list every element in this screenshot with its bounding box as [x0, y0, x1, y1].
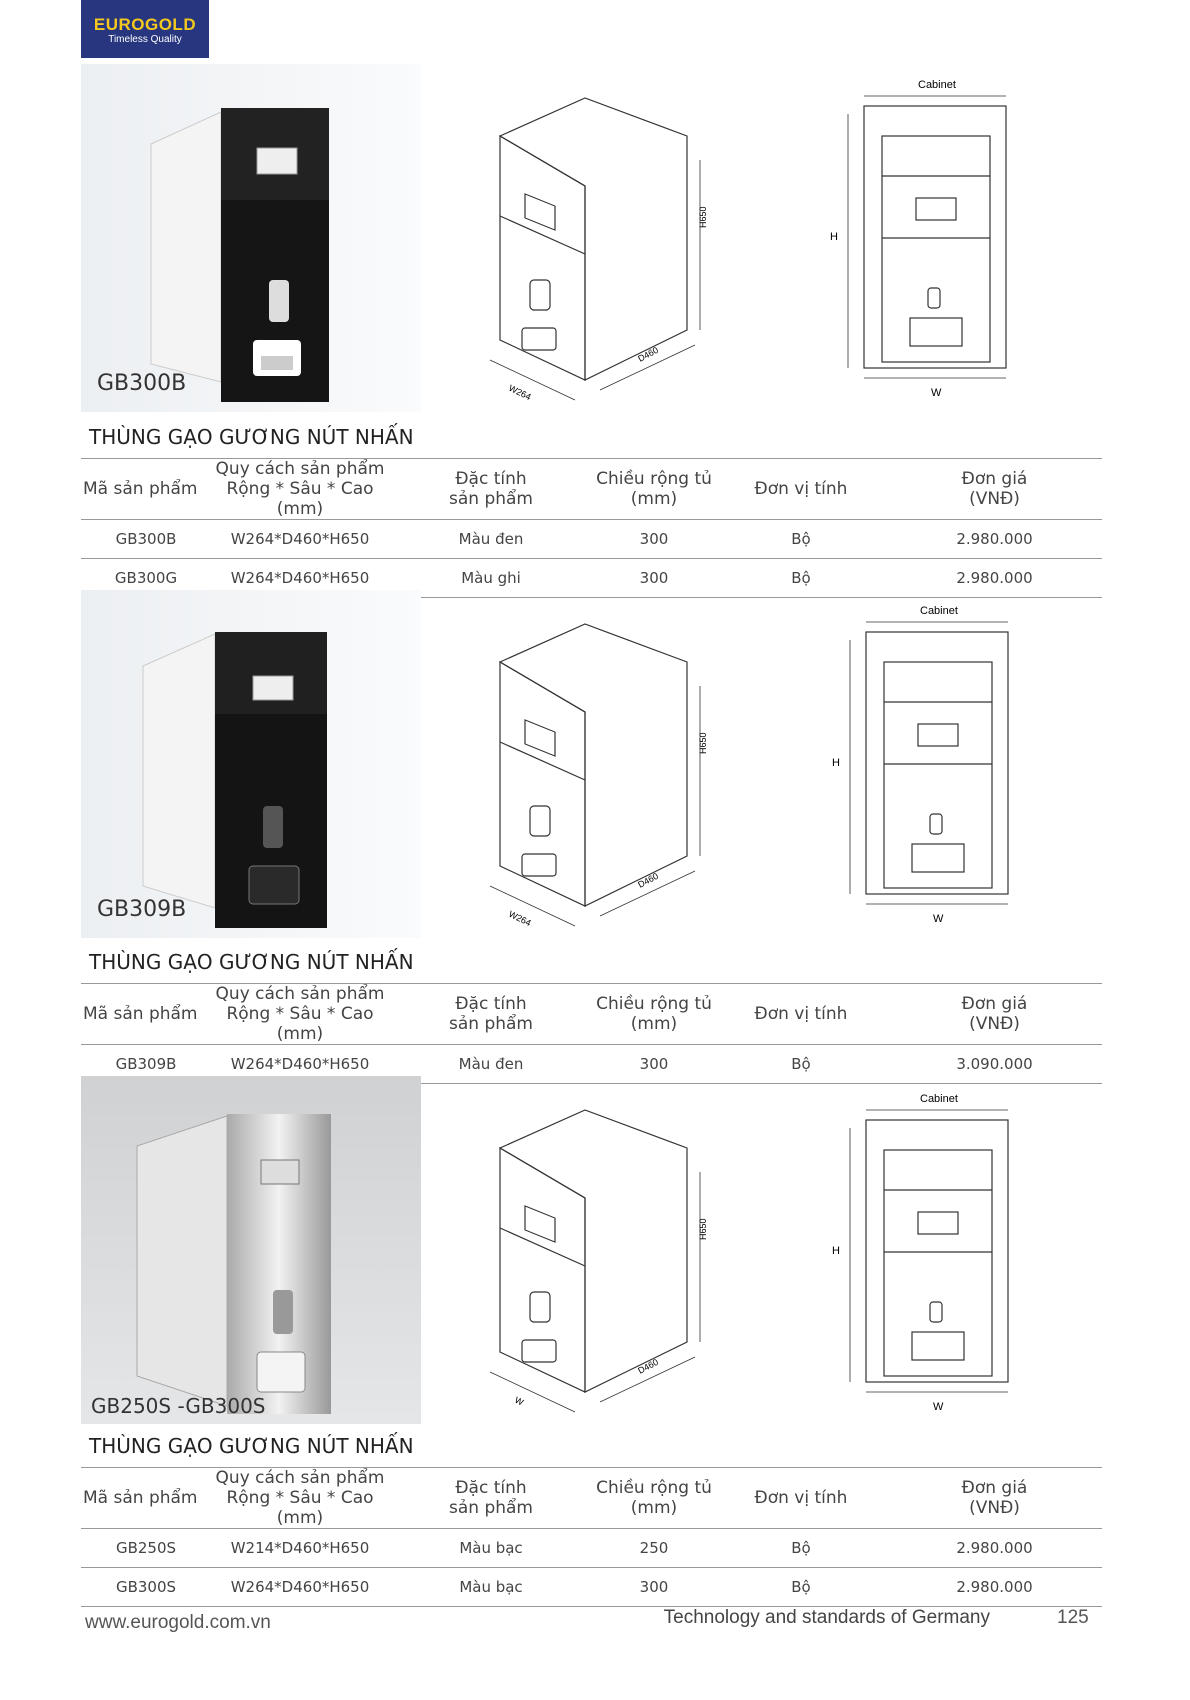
label-w: W	[931, 387, 942, 399]
svg-text:W: W	[933, 1401, 944, 1413]
svg-text:D460: D460	[636, 1356, 660, 1376]
spec-table-2	[81, 983, 1102, 1084]
col-unit: Đơn vị tính	[715, 459, 887, 520]
dim-w264: W264	[507, 382, 533, 403]
section-title: THÙNG GẠO GƯƠNG NÚT NHẤN	[89, 950, 414, 974]
cabinet-drawing-gb309b	[832, 600, 1032, 930]
table-header: Mã sản phẩm Quy cách sản phẩm Rộng * Sâu * Cao (mm) Đặc tính sản phẩm Chiều rộng tủ (mm) Đơn vị tính Đơn giá (VNĐ)	[81, 984, 1102, 1045]
table-row: GB300B W264*D460*H650 Màu đen 300 Bộ 2.980.000	[81, 520, 1102, 559]
dim-d460: D460	[636, 344, 660, 364]
product-photo-gb309b	[81, 590, 421, 938]
svg-text:H: H	[832, 1245, 840, 1257]
label-h: H	[830, 231, 838, 243]
table-header	[81, 459, 1102, 520]
col-code: Mã sản phẩm	[81, 459, 211, 520]
spec-table-1	[81, 458, 1102, 598]
table-row: GB300S W264*D460*H650 Màu bạc 300 Bộ 2.980.000	[81, 1568, 1102, 1607]
col-width: Chiều rộng tủ (mm)	[593, 459, 715, 520]
page-number: 125	[1057, 1607, 1089, 1628]
product-photo-gb300b	[81, 64, 421, 412]
svg-text:Cabinet: Cabinet	[920, 1093, 958, 1105]
svg-text:H: H	[832, 757, 840, 769]
photo-label: GB309B	[97, 897, 187, 922]
svg-text:D460: D460	[636, 870, 660, 890]
svg-text:W: W	[933, 913, 944, 925]
footer-website[interactable]: www.eurogold.com.vn	[85, 1612, 271, 1633]
logo-brand: EUROGOLD	[93, 15, 197, 34]
cabinet-drawing-gb300b	[830, 74, 1030, 404]
logo-tagline: Timeless Quality	[108, 34, 182, 45]
perspective-drawing-gb309b	[480, 616, 708, 936]
table-row: GB250S W214*D460*H650 Màu bạc 250 Bộ 2.980.000	[81, 1529, 1102, 1568]
section-title: THÙNG GẠO GƯƠNG NÚT NHẤN	[89, 425, 414, 449]
cabinet-drawing-gb250s	[832, 1088, 1032, 1418]
svg-text:H650: H650	[698, 1218, 708, 1240]
svg-text:W264: W264	[507, 908, 533, 929]
svg-text:Cabinet: Cabinet	[920, 605, 958, 617]
perspective-drawing-gb300b	[480, 90, 708, 410]
table-row: GB300G W264*D460*H650 Màu ghi 300 Bộ 2.980.000	[81, 559, 1102, 598]
col-spec: Quy cách sản phẩm Rộng * Sâu * Cao (mm)	[211, 459, 389, 520]
footer-slogan: Technology and standards of Germany	[663, 1607, 990, 1628]
svg-text:W: W	[513, 1394, 526, 1408]
table-header: Mã sản phẩm Quy cách sản phẩm Rộng * Sâu * Cao (mm) Đặc tính sản phẩm Chiều rộng tủ (mm) Đơn vị tính Đơn giá (VNĐ)	[81, 1468, 1102, 1529]
dim-h650: H650	[698, 206, 708, 228]
product-photo-gb250s-gb300s	[81, 1076, 421, 1424]
col-price: Đơn giá (VNĐ)	[887, 459, 1102, 520]
col-feature: Đặc tính sản phẩm	[389, 459, 593, 520]
svg-text:H650: H650	[698, 732, 708, 754]
perspective-drawing-gb250s	[480, 1102, 708, 1422]
spec-table-3	[81, 1467, 1102, 1607]
photo-label: GB300B	[97, 371, 187, 396]
section-title: THÙNG GẠO GƯƠNG NÚT NHẤN	[89, 1434, 414, 1458]
table-row: GB309B W264*D460*H650 Màu đen 300 Bộ 3.090.000	[81, 1045, 1102, 1084]
brand-logo	[81, 0, 209, 58]
label-cabinet: Cabinet	[918, 79, 956, 91]
photo-label: GB250S -GB300S	[91, 1394, 266, 1418]
